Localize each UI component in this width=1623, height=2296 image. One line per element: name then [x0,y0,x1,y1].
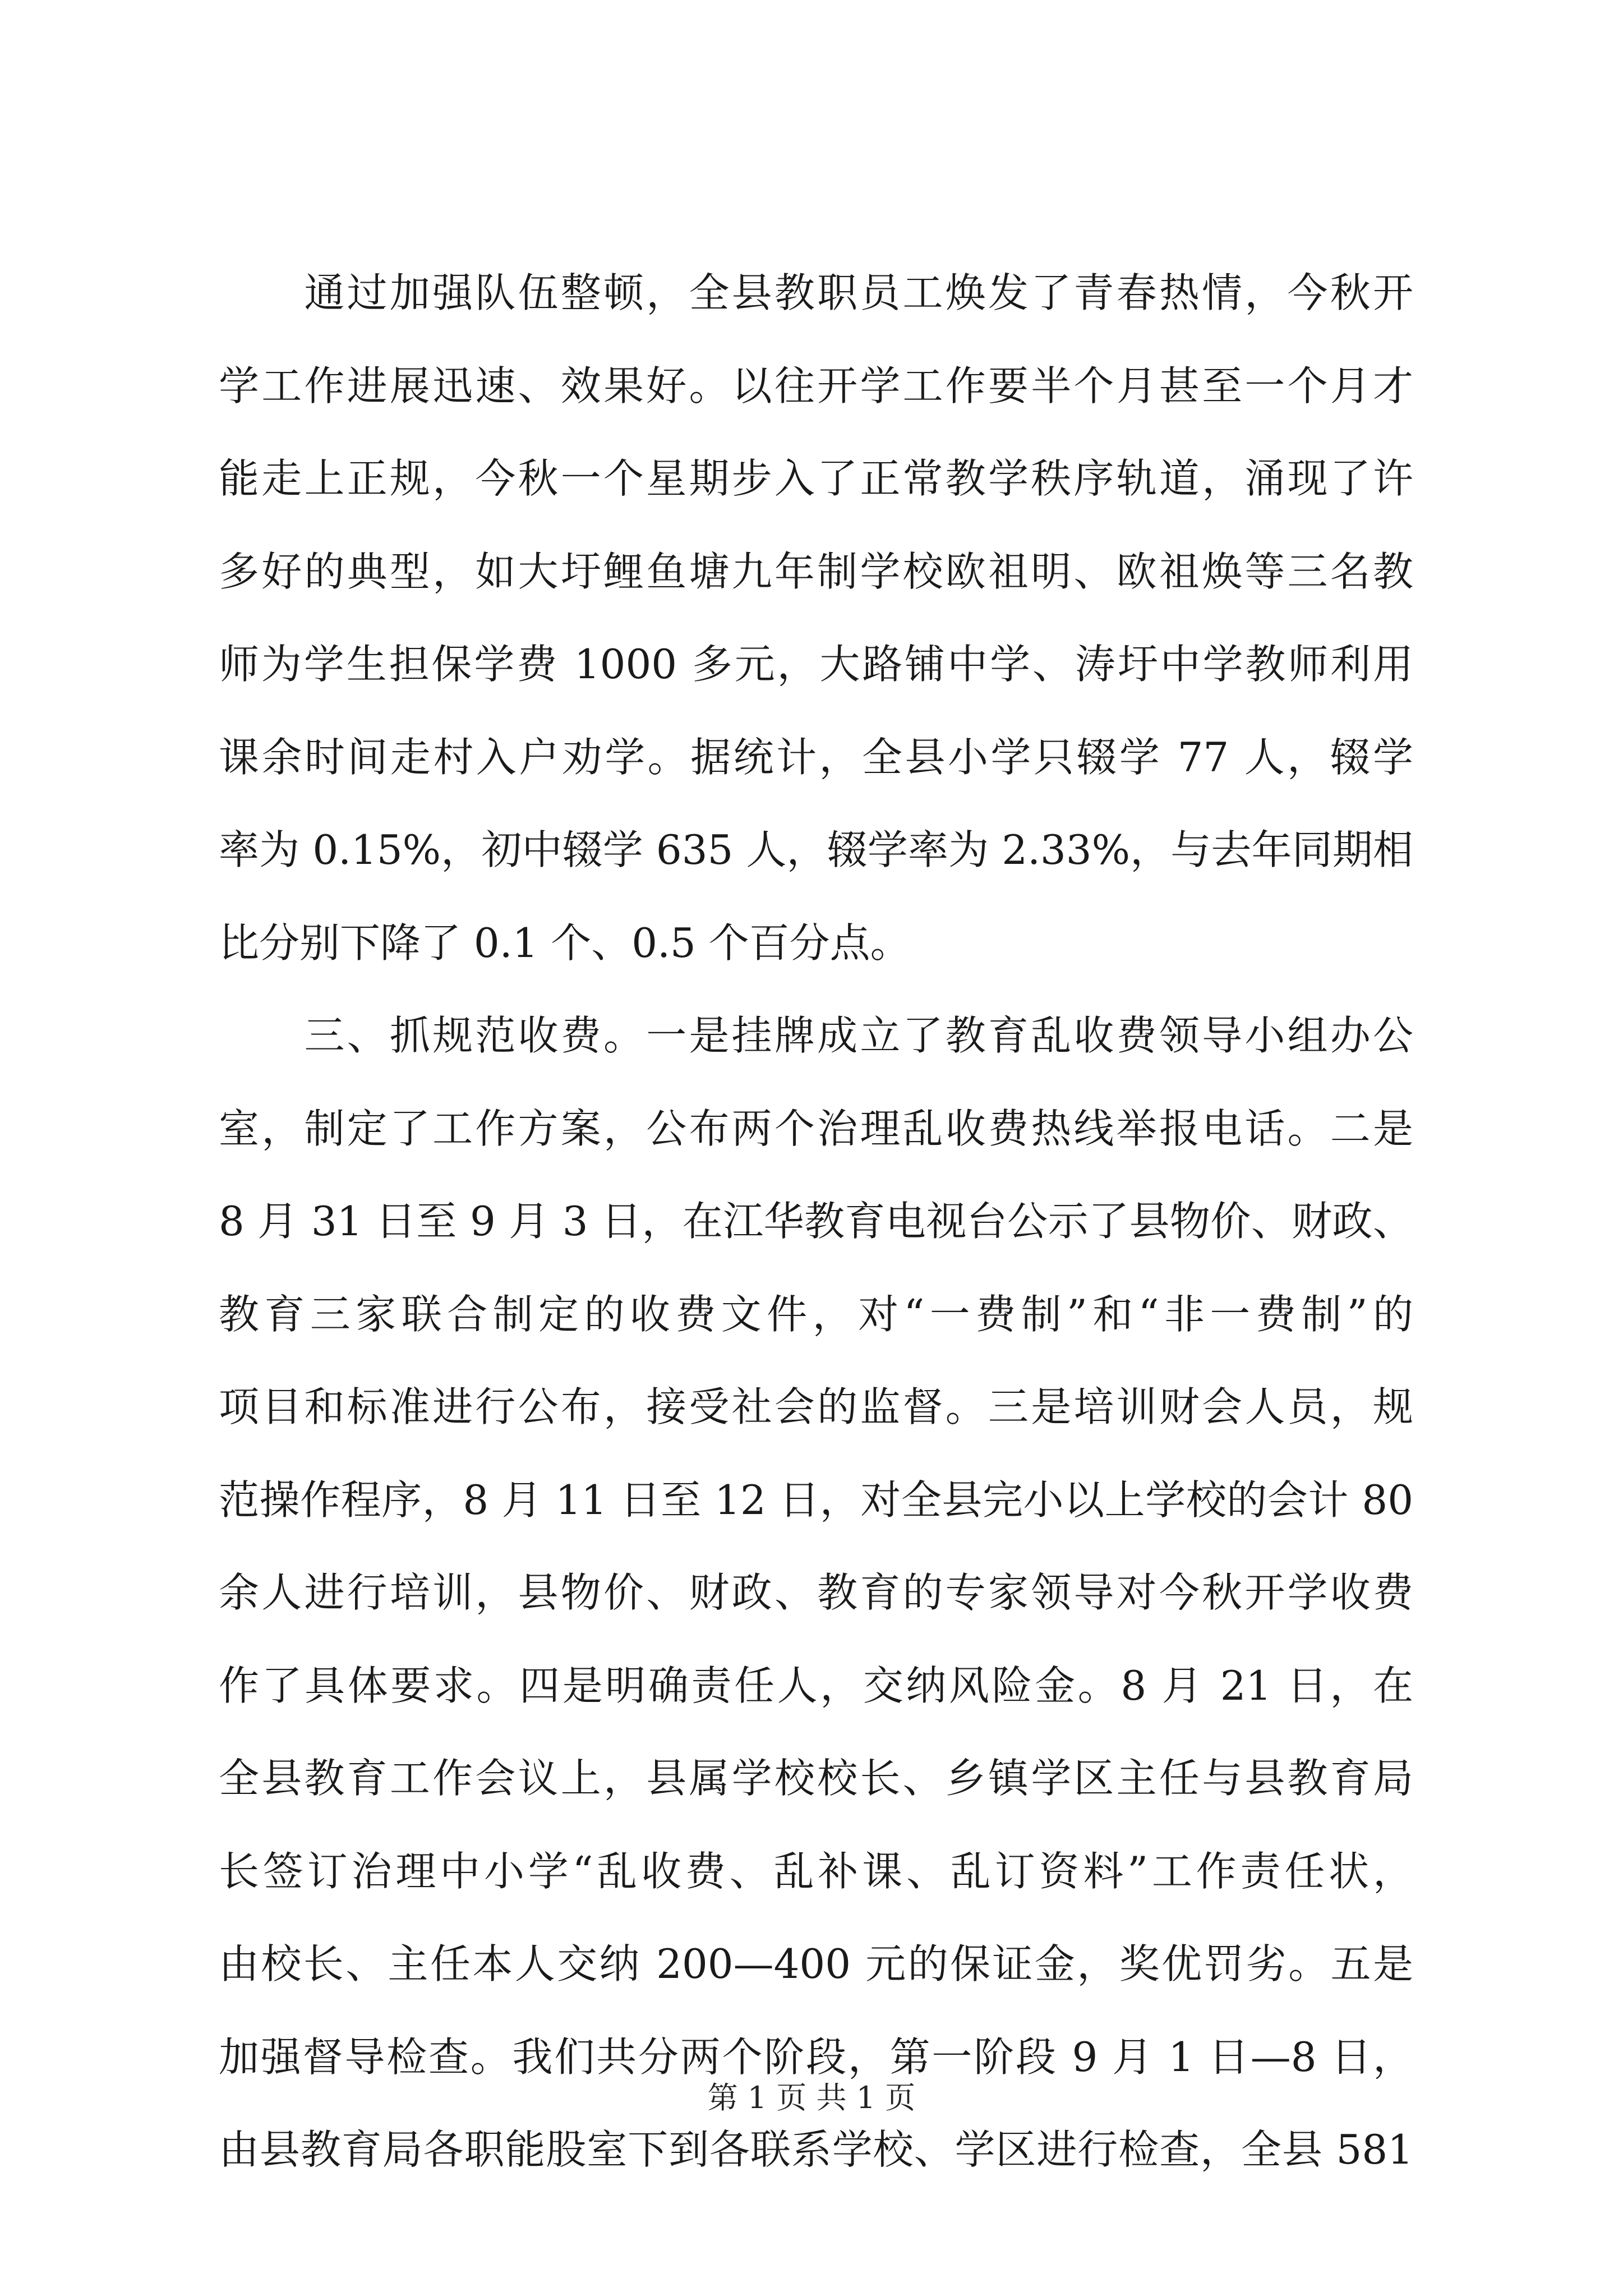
text-line: 8 月 31 日至 9 月 3 日，在江华教育电视台公示了县物价、财政、 [219,1198,1413,1245]
text-line: 课余时间走村入户劝学。据统计，全县小学只辍学 77 人，辍学 [219,733,1413,781]
text-line: 作了具体要求。四是明确责任人，交纳风险金。8 月 21 日，在 [219,1662,1413,1709]
text-line: 教育三家联合制定的收费文件，对“一费制”和“非一费制”的 [219,1290,1413,1338]
text-line: 加强督导检查。我们共分两个阶段，第一阶段 9 月 1 日—8 日， [219,2033,1413,2081]
text-line: 余人进行培训，县物价、财政、教育的专家领导对今秋开学收费 [219,1569,1413,1616]
text-line: 项目和标准进行公布，接受社会的监督。三是培训财会人员，规 [219,1383,1413,1430]
text-line: 多好的典型，如大圩鲤鱼塘九年制学校欧祖明、欧祖焕等三名教 [219,547,1413,595]
body-text [219,247,1413,2197]
text-line: 学工作进展迅速、效果好。以往开学工作要半个月甚至一个月才 [219,362,1413,409]
text-line: 长签订治理中小学“乱收费、乱补课、乱订资料”工作责任状， [219,1847,1413,1895]
text-line: 室，制定了工作方案，公布两个治理乱收费热线举报电话。二是 [219,1105,1413,1152]
text-line: 通过加强队伍整顿，全县教职员工焕发了青春热情，今秋开 [219,269,1413,316]
text-line: 比分别下降了 0.1 个、0.5 个百分点。 [219,919,911,967]
text-line: 率为 0.15%，初中辍学 635 人，辍学率为 2.33%，与去年同期相 [219,826,1413,873]
text-line: 三、抓规范收费。一是挂牌成立了教育乱收费领导小组办公 [219,1012,1413,1059]
text-line: 师为学生担保学费 1000 多元，大路铺中学、涛圩中学教师利用 [219,641,1413,688]
text-line: 范操作程序，8 月 11 日至 12 日，对全县完小以上学校的会计 80 [219,1476,1413,1524]
text-line: 由县教育局各职能股室下到各联系学校、学区进行检查，全县 581 [219,2126,1413,2173]
text-line: 由校长、主任本人交纳 200—400 元的保证金，奖优罚劣。五是 [219,1940,1413,1987]
page-footer: 第 1 页 共 1 页 [707,2080,916,2115]
text-line: 能走上正规，今秋一个星期步入了正常教学秩序轨道，涌现了许 [219,455,1413,502]
text-line: 全县教育工作会议上，县属学校校长、乡镇学区主任与县教育局 [219,1755,1413,1802]
